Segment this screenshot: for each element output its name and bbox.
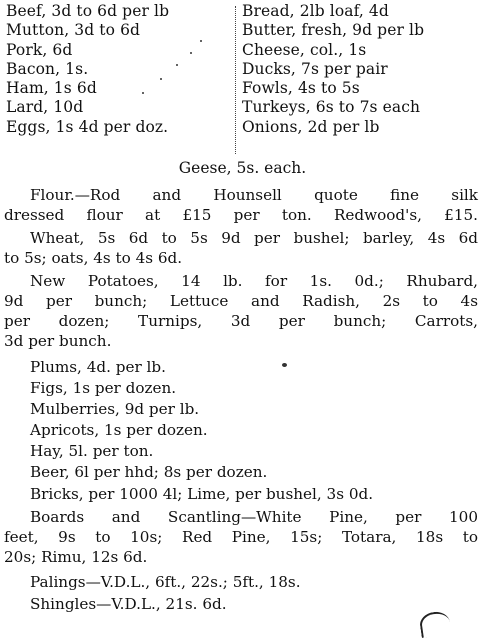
price-table — [6, 2, 476, 158]
price-ducks: Ducks, 7s per pair — [242, 59, 388, 78]
flour-paragraph — [4, 185, 478, 225]
price-fowls: Fowls, 4s to 5s — [242, 79, 360, 98]
item-bricks: Bricks, per 1000 4l; Lime, per bushel, 3s 0d. — [30, 485, 374, 503]
price-column-right — [242, 2, 478, 137]
ink-speck — [176, 64, 178, 66]
boards-line-2: feet, 9s to 10s; Red Pine, 15s; Totara, 18s to — [4, 528, 478, 546]
item-figs: Figs, 1s per dozen. — [30, 379, 177, 397]
price-onions: Onions, 2d per lb — [242, 117, 380, 136]
potatoes-line-3: per dozen; Turnips, 3d per bunch; Carrots, — [4, 312, 478, 330]
item-hay: Hay, 5l. per ton. — [30, 442, 154, 460]
ink-speck — [142, 92, 144, 94]
item-apricots: Apricots, 1s per dozen. — [30, 421, 208, 439]
price-geese: Geese, 5s. each. — [178, 159, 307, 177]
boards-line-1: Boards and Scantling—White Pine, per 100 — [30, 508, 478, 526]
price-lard: Lard, 10d — [6, 98, 84, 117]
item-palings: Palings—V.D.L., 6ft., 22s.; 5ft., 18s. — [30, 573, 301, 591]
boards-paragraph — [4, 507, 478, 567]
price-eggs: Eggs, 1s 4d per doz. — [6, 117, 169, 136]
item-shingles: Shingles—V.D.L., 21s. 6d. — [30, 595, 227, 613]
price-cheese: Cheese, col., 1s — [242, 40, 367, 59]
wheat-paragraph — [4, 228, 478, 268]
potatoes-line-1: New Potatoes, 14 lb. for 1s. 0d.; Rhubard, — [30, 272, 478, 290]
price-ham: Ham, 1s 6d — [6, 79, 97, 98]
item-beer: Beer, 6l per hhd; 8s per dozen. — [30, 463, 268, 481]
ink-speck — [282, 363, 287, 367]
price-beef: Beef, 3d to 6d per lb — [6, 2, 170, 20]
potatoes-paragraph — [4, 271, 478, 351]
wheat-line-2: to 5s; oats, 4s to 4s 6d. — [4, 249, 183, 267]
ink-speck — [200, 40, 202, 42]
scan-mark — [418, 610, 451, 638]
price-bacon: Bacon, 1s. — [6, 59, 89, 78]
flour-line-1: Flour.—Rod and Hounsell quote fine silk — [30, 186, 478, 204]
price-pork: Pork, 6d — [6, 40, 73, 59]
price-bread: Bread, 2lb loaf, 4d — [242, 2, 389, 20]
potatoes-line-2: 9d per bunch; Lettuce and Radish, 2s to 4s — [4, 292, 478, 310]
column-divider — [235, 6, 236, 154]
ink-speck — [190, 52, 192, 54]
potatoes-line-4: 3d per bunch. — [4, 332, 112, 350]
price-butter: Butter, fresh, 9d per lb — [242, 21, 425, 40]
item-mulberries: Mulberries, 9d per lb. — [30, 400, 200, 418]
price-column-left — [6, 2, 226, 137]
flour-line-2: dressed flour at £15 per ton. Redwood's, £15. — [4, 206, 478, 224]
wheat-line-1: Wheat, 5s 6d to 5s 9d per bushel; barley, 4s 6d — [30, 229, 478, 247]
item-plums: Plums, 4d. per lb. — [30, 358, 166, 376]
ink-speck — [160, 78, 162, 80]
price-mutton: Mutton, 3d to 6d — [6, 21, 141, 40]
price-turkeys: Turkeys, 6s to 7s each — [242, 98, 421, 117]
boards-line-3: 20s; Rimu, 12s 6d. — [4, 548, 148, 566]
